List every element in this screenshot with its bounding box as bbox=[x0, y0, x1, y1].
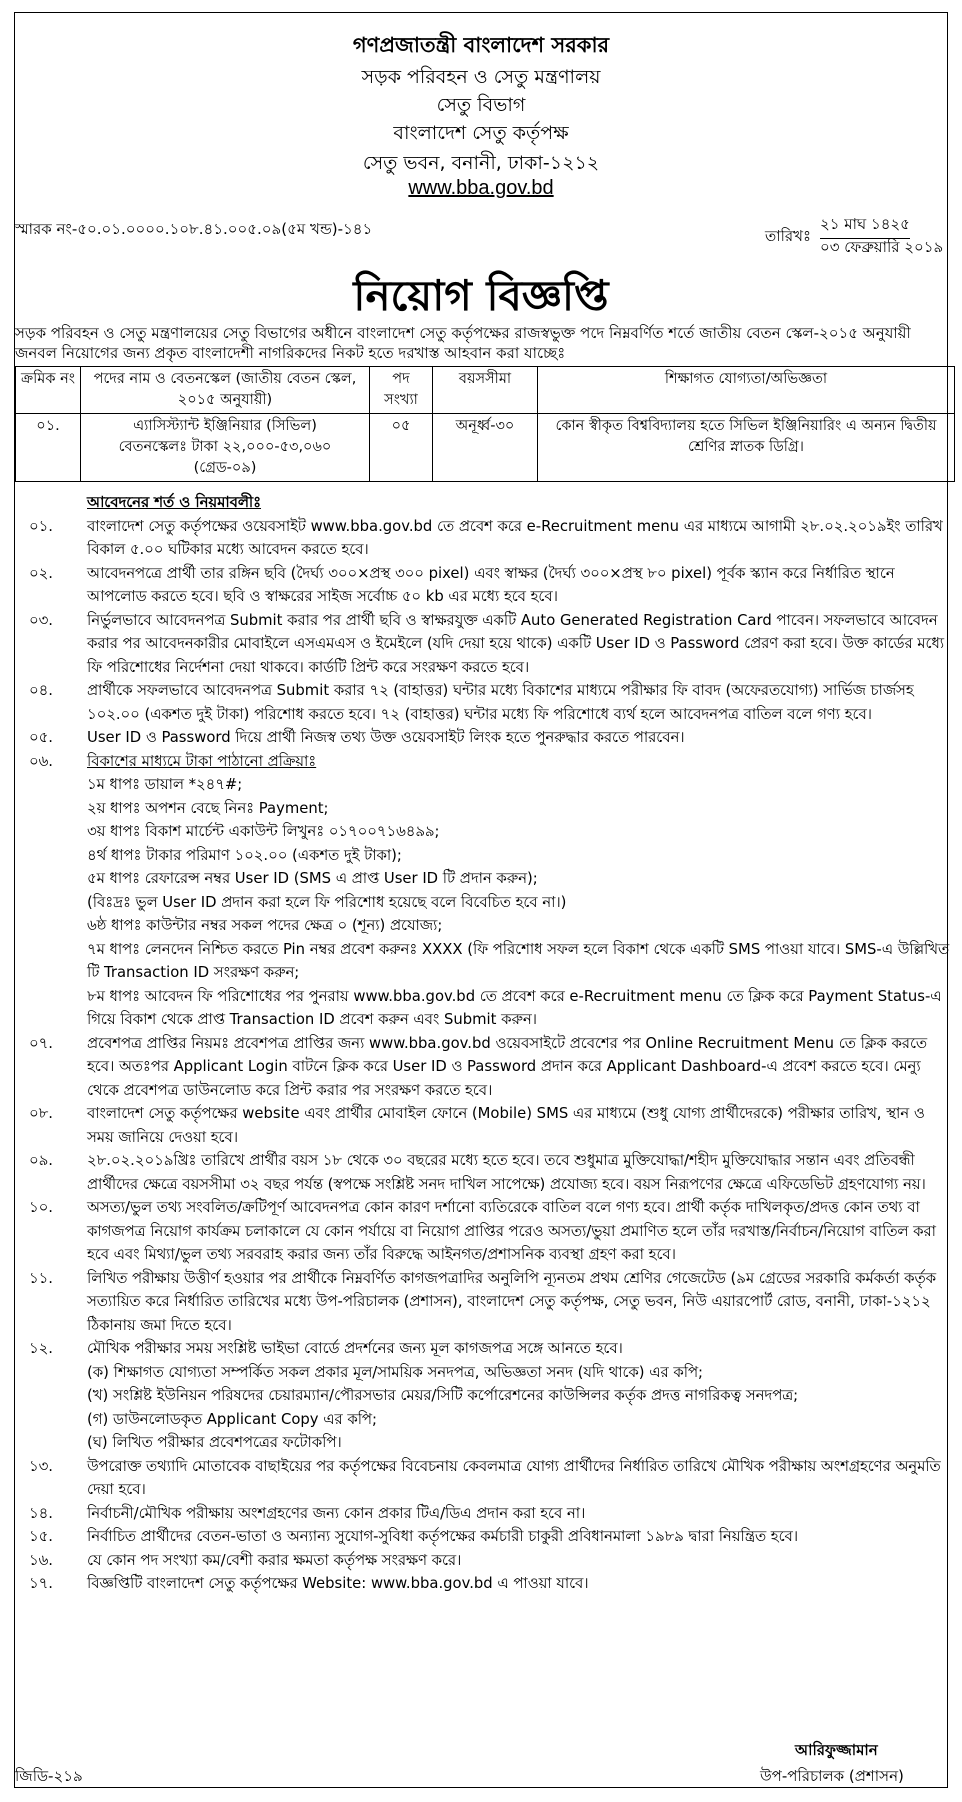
step-line: ৮ম ধাপঃ আবেদন ফি পরিশোধের পর পুনরায় www.bba.gov.bd তে প্রবেশ করে e-Recruitment menu তে ক্লিক করে Payment Status-এ গিয়ে বিকাশ থেকে প্রাপ্ত Transaction ID প্রবেশ করুন এবং Submit করুন। bbox=[87, 987, 942, 1028]
item-number: ১৭. bbox=[29, 1575, 53, 1592]
item-text: প্রবেশপত্র প্রাপ্তির নিয়মঃ প্রবেশপত্র প্রাপ্তির জন্য www.bba.gov.bd ওয়েবসাইটে প্রবেশের পর Online Recruitment Menu তে ক্লিক করতে হবে। অতঃপর Applicant Login বাটনে ক্লিক করে User ID ও Password প্রদান করে Applicant Dashboard-এ প্রবেশ করতে হবে। মেন্যু থেকে প্রবেশপত্র ডাউনলোড করে প্রিন্ট করার পর সংরক্ষণ করতে হবে। bbox=[87, 1034, 927, 1099]
step-line: ২য় ধাপঃ অপশন বেছে নিনঃ Payment; bbox=[87, 799, 329, 817]
list-item bbox=[15, 562, 955, 609]
date-bangla: ২১ মাঘ ১৪২৫ bbox=[820, 213, 910, 239]
table-row bbox=[16, 414, 955, 482]
memo-number: স্মারক নং-৫০.০১.০০০০.১০৮.৪১.০০৫.০৯(৫ম খন্ড)-১৪১ bbox=[15, 220, 373, 238]
list-item bbox=[15, 609, 955, 680]
list-item bbox=[15, 750, 955, 774]
item-number: ১৫. bbox=[29, 1528, 53, 1545]
list-item bbox=[15, 1502, 955, 1526]
footer-code: জিডি-২১৯ bbox=[15, 1767, 83, 1785]
item-number: ১৩. bbox=[29, 1457, 53, 1475]
item-number: ১৪. bbox=[29, 1504, 53, 1522]
intro-paragraph: সড়ক পরিবহন ও সেতু মন্ত্রণালয়ের সেতু বিভাগের অধীনে বাংলাদেশ সেতু কর্তৃপক্ষের রাজস্বভুক্ত পদে নিম্নবর্ণিত শর্তে জাতীয় বেতন স্কেল-২০১৫ অনুযায়ী জনবল নিয়োগের জন্য প্রকৃত বাংলাদেশী নাগরিকদের নিকট হতে দরখাস্ত আহবান করা যাচ্ছেঃ bbox=[15, 324, 911, 362]
sub-item: (ঘ) লিখিত পরীক্ষার প্রবেশপত্রের ফটোকপি। bbox=[87, 1434, 342, 1451]
item-text: নির্বাচনী/মৌখিক পরীক্ষায় অংশগ্রহণের জন্য কোন প্রকার টিএ/ডিএ প্রদান করা হবে না। bbox=[87, 1504, 586, 1522]
rules-section bbox=[15, 491, 955, 1596]
vacancy-table bbox=[15, 366, 955, 482]
item-text: মৌখিক পরীক্ষার সময় সংশ্লিষ্ট ভাইভা বোর্ডে প্রদর্শনের জন্য মূল কাগজপত্র সঙ্গে আনতে হবে। bbox=[87, 1340, 623, 1357]
list-item bbox=[15, 1337, 955, 1361]
item-number: ০৯. bbox=[29, 1152, 53, 1169]
table-header: পদ সংখ্যা bbox=[370, 367, 433, 414]
sub-item: (ক) শিক্ষাগত যোগ্যতা সম্পর্কিত সকল প্রকার মূল/সাময়িক সনদপত্র, অভিজ্ঞতা সনদ (যদি থাকে) এর কপি; bbox=[87, 1363, 703, 1381]
item-number: ০২. bbox=[29, 564, 53, 582]
item-text: অসত্য/ভুল তথ্য সংবলিত/ক্রটিপূর্ণ আবেদনপত্র কোন কারণ দর্শানো ব্যতিরেকে বাতিল বলে গণ্য হবে। প্রার্থী কর্তৃক দাখিলকৃত/প্রদত্ত কোন তথ্য বা কাগজপত্র নিয়োগ কার্যক্রম চলাকালে যে কোন পর্যায়ে বা নিয়োগ প্রাপ্তির পরেও অসত্য/ভুয়া প্রমাণিত হলে তাঁর দরখাস্ত/নির্বাচন/নিয়োগ বাতিল করা হবে এবং মিথ্যা/ভুল তথ্য সরবরাহ করার জন্য তাঁর বিরুদ্ধে আইনগত/প্রশাসনিক ব্যবস্থা গ্রহণ করা হবে। bbox=[87, 1199, 936, 1263]
item-text: নির্ভুলভাবে আবেদনপত্র Submit করার পর প্রার্থী ছবি ও স্বাক্ষরযুক্ত একটি Auto Generated Registration Card পাবেন। সফলভাবে আবেদন করার পর আবেদনকারীর মোবাইলে এসএমএস ও ইমেইলে (যদি দেয়া হয়ে থাকে) একটি User ID ও Password প্রেরণ করা হবে। উক্ত কার্ডের মধ্যে ফি পরিশোধের নির্দেশনা দেয়া থাকবে। কার্ডটি প্রিন্ট করে সংরক্ষণ করতে হবে। bbox=[87, 611, 945, 676]
item-number: ০১. bbox=[29, 517, 53, 535]
table-header: শিক্ষাগত যোগ্যতা/অভিজ্ঞতা bbox=[538, 367, 955, 414]
item-number: ০৮. bbox=[29, 1105, 53, 1122]
address: সেতু ভবন, বনানী, ঢাকা-১২১২ bbox=[362, 152, 600, 174]
item-number: ০৩. bbox=[29, 611, 53, 629]
notice-page bbox=[14, 12, 948, 1788]
list-item bbox=[15, 515, 955, 562]
step-line: ৩য় ধাপঃ বিকাশ মার্চেন্ট একাউন্ট লিখুনঃ ০১৭০০৭১৬৪৯৯; bbox=[87, 823, 440, 840]
signatory-name: আরিফুজ্জামান bbox=[795, 1741, 878, 1759]
list-item bbox=[15, 1525, 955, 1549]
list-item bbox=[15, 1149, 955, 1196]
item-text: User ID ও Password দিয়ে প্রার্থী নিজস্ব তথ্য উক্ত ওয়েবসাইট লিংক হতে পুনরুদ্ধার করতে পারবেন। bbox=[87, 729, 685, 746]
documents-sublist bbox=[15, 1361, 955, 1455]
table-header: পদের নাম ও বেতনস্কেল (জাতীয় বেতন স্কেল, ২০১৫ অনুযায়ী) bbox=[81, 367, 370, 414]
list-item bbox=[15, 1196, 955, 1267]
list-item bbox=[15, 1032, 955, 1103]
grade: (গ্রেড-০৯) bbox=[193, 460, 257, 476]
list-item bbox=[15, 726, 955, 750]
signatory-designation: উপ-পরিচালক (প্রশাসন) bbox=[760, 1767, 904, 1785]
item-number: ১৬. bbox=[29, 1551, 53, 1569]
item-text: যে কোন পদ সংখ্যা কম/বেশী করার ক্ষমতা কর্তৃপক্ষ সংরক্ষণ করে। bbox=[87, 1551, 462, 1569]
sub-item: (খ) সংশ্লিষ্ট ইউনিয়ন পরিষদের চেয়ারম্যান/পৌরসভার মেয়র/সিটি কর্পোরেশনের কাউন্সিলর কর্তৃক প্রদত্ত নাগরিকত্ব সনদপত্র; bbox=[87, 1387, 799, 1404]
step-line: ১ম ধাপঃ ডায়াল *২৪৭#; bbox=[87, 776, 243, 793]
cell-qualification: কোন স্বীকৃত বিশ্ববিদ্যালয় হতে সিভিল ইঞ্জিনিয়ারিং এ অন্যন দ্বিতীয় শ্রেণির স্নাতক ডিগ্রি। bbox=[538, 414, 955, 482]
list-item bbox=[15, 1455, 955, 1502]
item-text: উপরোক্ত তথ্যাদি মোতাবেক বাছাইয়ের পর কর্তৃপক্ষের বিবেচনায় কেবলমাত্র যোগ্য প্রার্থীদের নির্ধারিত তারিখে মৌখিক পরীক্ষায় অংশগ্রহণের অনুমতি দেয়া হবে। bbox=[87, 1457, 941, 1498]
table-header: বয়সসীমা bbox=[433, 367, 538, 414]
authority-name: বাংলাদেশ সেতু কর্তৃপক্ষ bbox=[393, 122, 569, 144]
cell-age: অনূর্ধ্ব-৩০ bbox=[433, 414, 538, 482]
table-header: ক্রমিক নং bbox=[16, 367, 81, 414]
cell-count: ০৫ bbox=[370, 414, 433, 482]
step-line: ৪র্থ ধাপঃ টাকার পরিমাণ ১০২.০০ (একশত দুই টাকা); bbox=[87, 846, 402, 864]
item-text: লিখিত পরীক্ষায় উত্তীর্ণ হওয়ার পর প্রার্থীকে নিম্নবর্ণিত কাগজপত্রাদির অনুলিপি ন্যূনতম প্রথম শ্রেণির গেজেটেড (৯ম গ্রেডের সরকারি কর্মকর্তা কর্তৃক সত্যায়িত করে নির্ধারিত তারিখের মধ্যে উপ-পরিচালক (প্রশাসন), বাংলাদেশ সেতু কর্তৃপক্ষ, সেতু ভবন, নিউ এয়ারপোর্ট রোড, বনানী, ঢাকা-১২১২ ঠিকানায় জমা দিতে হবে। bbox=[87, 1269, 936, 1334]
list-item bbox=[15, 1572, 955, 1596]
item-number: ১১. bbox=[29, 1269, 53, 1287]
ministry-name: সড়ক পরিবহন ও সেতু মন্ত্রণালয় bbox=[361, 66, 601, 88]
division-name: সেতু বিভাগ bbox=[436, 94, 526, 116]
item-text: বিজ্ঞপ্তিটি বাংলাদেশ সেতু কর্তৃপক্ষের Website: www.bba.gov.bd এ পাওয়া যাবে। bbox=[87, 1575, 589, 1592]
item-number: ০৭. bbox=[29, 1034, 53, 1052]
item-number: ১২. bbox=[29, 1340, 53, 1357]
date-english: ০৩ ফেব্রুয়ারি ২০১৯ bbox=[820, 238, 944, 256]
post-name: এ্যাসিস্ট্যান্ট ইঞ্জিনিয়ার (সিভিল) bbox=[133, 418, 317, 434]
step-line: ৭ম ধাপঃ লেনদেন নিশ্চিত করতে Pin নম্বর প্রবেশ করুনঃ XXXX (ফি পরিশোধ সফল হলে বিকাশ থেকে একটি SMS পাওয়া যাবে। SMS-এ উল্লিখিত টি Transaction ID সংরক্ষণ করুন; bbox=[87, 940, 950, 981]
item-text: বাংলাদেশ সেতু কর্তৃপক্ষের ওয়েবসাইট www.bba.gov.bd তে প্রবেশ করে e-Recruitment menu এর মাধ্যমে আগামী ২৮.০২.২০১৯ইং তারিখ বিকাল ৫.০০ ঘটিকার মধ্যে আবেদন করতে হবে। bbox=[87, 517, 943, 558]
bkash-steps bbox=[15, 773, 955, 1032]
item-text: ২৮.০২.২০১৯খ্রিঃ তারিখে প্রার্থীর বয়স ১৮ থেকে ৩০ বছরের মধ্যে হতে হবে। তবে শুধুমাত্র মুক্তিযোদ্ধা/শহীদ মুক্তিযোদ্ধার সন্তান এবং প্রতিবন্ধী প্রার্থীদের ক্ষেত্রে বয়সসীমা ৩২ বছর পর্যন্ত (স্বপক্ষে সংশ্লিষ্ট সনদ দাখিল সাপেক্ষে) প্রযোজ্য হবে। বয়স নিরূপণের ক্ষেত্রে এফিডেভিট গ্রহণযোগ্য নয়। bbox=[87, 1152, 926, 1193]
list-item bbox=[15, 1549, 955, 1573]
list-item bbox=[15, 679, 955, 726]
rules-title: আবেদনের শর্ত ও নিয়মাবলীঃ bbox=[87, 494, 262, 511]
website-link[interactable]: www.bba.gov.bd bbox=[408, 177, 554, 199]
step-note: (বিঃদ্রঃ ভুল User ID প্রদান করা হলে ফি পরিশোধ হয়েছে বলে বিবেচিত হবে না।) bbox=[87, 893, 567, 911]
item-text: আবেদনপত্রে প্রার্থী তার রঙ্গিন ছবি (দৈর্ঘ্য ৩০০×প্রস্থ ৩০০ pixel) এবং স্বাক্ষর (দৈর্ঘ্য ৩০০×প্রস্থ ৮০ pixel) পূর্বক স্ক্যান করে নির্ধারিত স্থানে আপলোড করতে হবে। ছবি ও স্বাক্ষরের সাইজ সর্বোচ্চ ৫০ kb এর মধ্যে হবে হবে। bbox=[87, 564, 895, 605]
date-label: তারিখঃ bbox=[765, 227, 811, 245]
item-text: প্রার্থীকে সফলভাবে আবেদনপত্র Submit করার ৭২ (বাহাত্তর) ঘন্টার মধ্যে বিকাশের মাধ্যমে পরীক্ষার ফি বাবদ (অফেরতযোগ্য) সার্ভিজ চার্জসহ ১০২.০০ (একশত দুই টাকা) পরিশোধ করতে হবে। ৭২ (বাহাত্তর) ঘন্টার মধ্যে ফি পরিশোধে ব্যর্থ হলে আবেদনপত্র বাতিল বলে গণ্য হবে। bbox=[87, 682, 914, 723]
cell-serial: ০১. bbox=[16, 414, 81, 482]
item-number: ০৫. bbox=[29, 729, 53, 746]
sub-item: (গ) ডাউনলোডকৃত Applicant Copy এর কপি; bbox=[87, 1410, 377, 1428]
step-line: ৬ষ্ঠ ধাপঃ কাউন্টার নম্বর সকল পদের ক্ষেত্র ০ (শূন্য) প্রযোজ্য; bbox=[87, 917, 443, 934]
item-text: নির্বাচিত প্রার্থীদের বেতন-ভাতা ও অন্যান্য সুযোগ-সুবিধা কর্তৃপক্ষের কর্মচারী চাকুরী প্রবিধানমালা ১৯৮৯ দ্বারা নিয়ন্ত্রিত হবে। bbox=[87, 1528, 799, 1545]
government-name: গণপ্রজাতন্ত্রী বাংলাদেশ সরকার bbox=[352, 33, 610, 57]
table-header-row bbox=[16, 367, 955, 414]
item-number: ০৬. bbox=[29, 752, 53, 770]
list-item bbox=[15, 1102, 955, 1149]
step-line: ৫ম ধাপঃ রেফারেন্স নম্বর User ID (SMS এ প্রাপ্ত User ID টি প্রদান করুন); bbox=[87, 870, 538, 887]
list-item bbox=[15, 1267, 955, 1338]
pay-scale: বেতনস্কেলঃ টাকা ২২,০০০-৫৩,০৬০ bbox=[118, 439, 332, 455]
item-text: বিকাশের মাধ্যমে টাকা পাঠানো প্রক্রিয়াঃ bbox=[87, 752, 317, 770]
page-title: নিয়োগ বিজ্ঞপ্তি bbox=[353, 271, 609, 320]
item-text: বাংলাদেশ সেতু কর্তৃপক্ষের website এবং প্রার্থীর মোবাইল ফোনে (Mobile) SMS এর মাধ্যমে (শুধু যোগ্য প্রার্থীদেরকে) পরীক্ষার তারিখ, স্থান ও সময় জানিয়ে দেওয়া হবে। bbox=[87, 1105, 925, 1146]
item-number: ০৪. bbox=[29, 682, 53, 699]
item-number: ১০. bbox=[29, 1199, 53, 1216]
cell-post bbox=[81, 414, 370, 482]
